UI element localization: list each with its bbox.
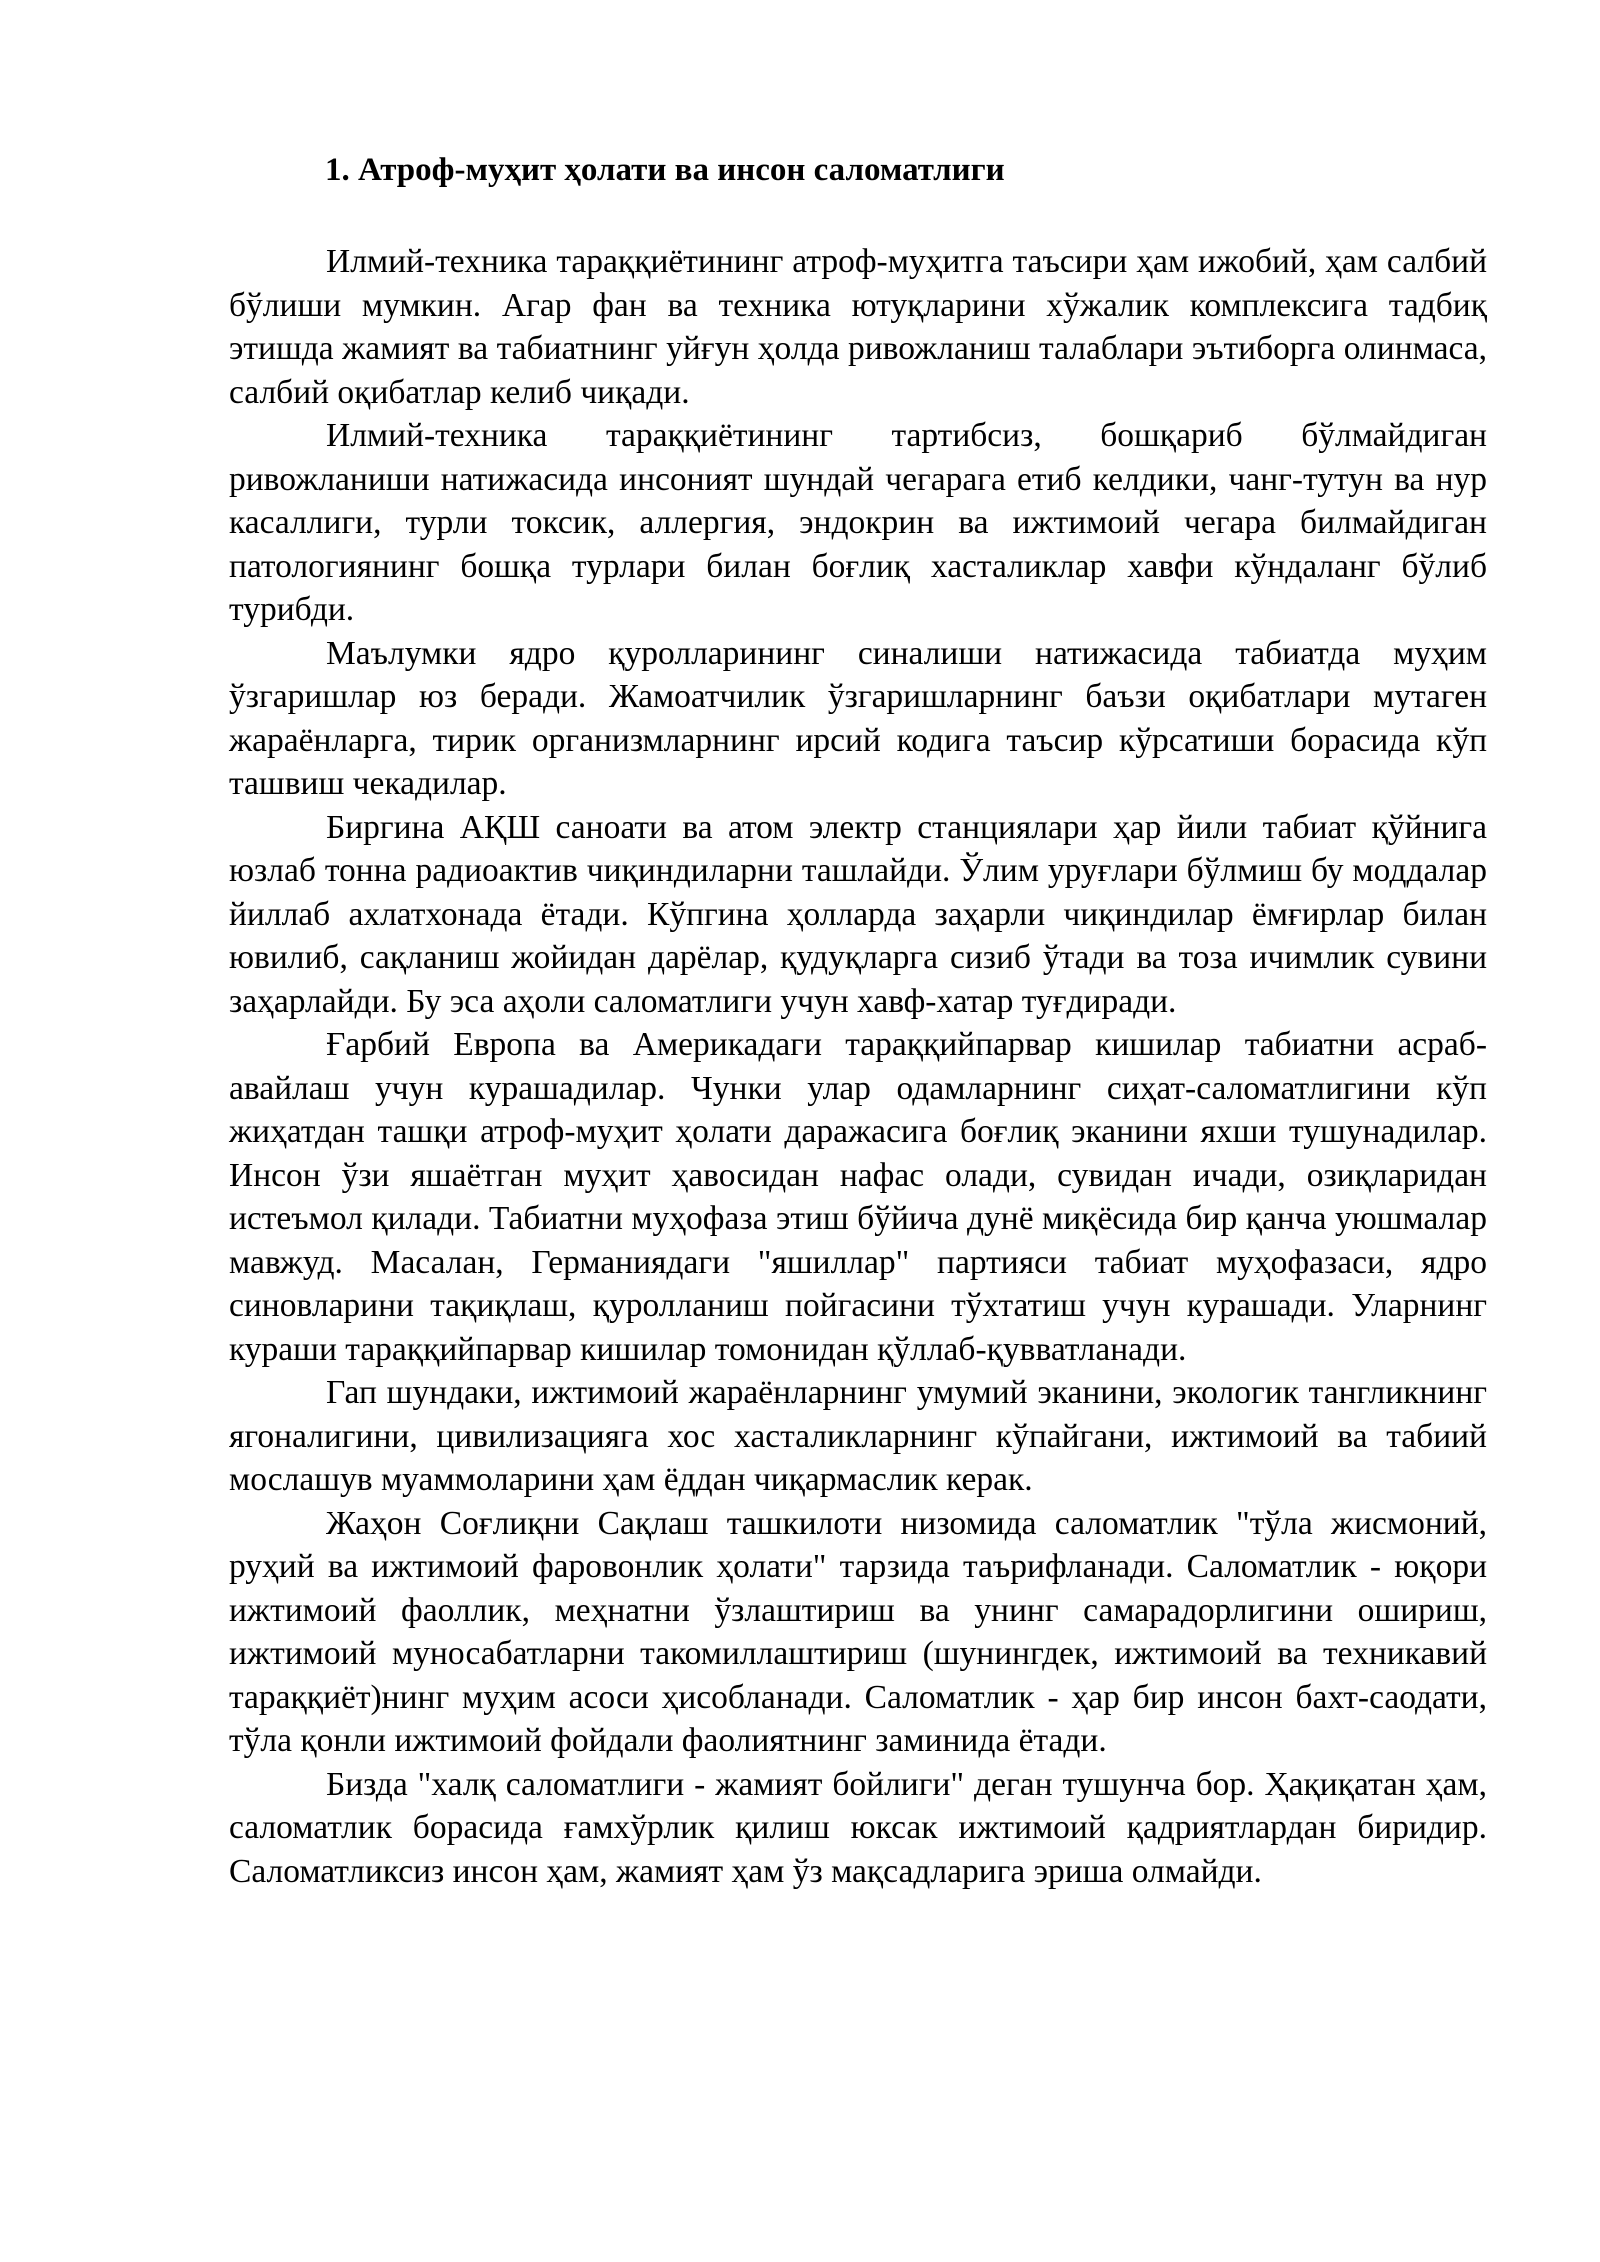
paragraph: Маълумки ядро қуролларининг синалиши натижасида табиатда муҳим ўзгаришлар юз беради. Жамоатчилик ўзгаришларнинг баъзи оқибатлари мутаген жараёнларга, тирик организмларнинг ирсий кодига таъсир кўрсатиши борасида кўп ташвиш чекадилар. xyxy=(229,634,1487,802)
paragraph: Гап шундаки, ижтимоий жараёнларнинг умумий эканини, экологик тангликнинг ягоналигини, цивилизацияга хос хасталикларнинг кўпайгани, ижтимоий ва табиий мослашув муаммоларини ҳам ёддан чиқармаслик керак. xyxy=(229,1374,1487,1498)
paragraph: Илмий-техника тараққиётининг тартибсиз, бошқариб бўлмайдиган ривожланиши натижасида инсоният шундай чегарага етиб келдики, чанг-тутун ва нур касаллиги, турли токсик, аллергия, эндокрин ва ижтимоий чегара билмайдиган патологиянинг бошқа турлари билан боғлиқ хасталиклар хавфи кўндаланг бўлиб турибди. xyxy=(229,417,1487,628)
paragraph: Бизда "халқ саломатлиги - жамият бойлиги" деган тушунча бор. Ҳақиқатан ҳам, саломатлик борасида ғамхўрлик қилиш юксак ижтимоий қадриятлардан биридир. Саломатликсиз инсон ҳам, жамият ҳам ўз мақсадларига эриша олмайди. xyxy=(229,1765,1487,1890)
section-heading: 1. Атроф-муҳит ҳолати ва инсон саломатлиги xyxy=(325,152,1005,188)
paragraph: Илмий-техника тараққиётининг атроф-муҳитга таъсири ҳам ижобий, ҳам салбий бўлиши мумкин. Агар фан ва техника ютуқларини хўжалик комплексига тадбиқ этишда жамият ва табиатнинг уйғун ҳолда ривожланиш талаблари эътиборга олинмаса, салбий оқибатлар келиб чиқади. xyxy=(229,243,1487,411)
paragraph: Ғарбий Европа ва Америкадаги тараққийпарвар кишилар табиатни асраб-авайлаш учун курашадилар. Чунки улар одамларнинг сиҳат-саломатлигини кўп жиҳатдан ташқи атроф-муҳит ҳолати даражасига боғлиқ эканини яхши тушунадилар. Инсон ўзи яшаётган муҳит ҳавосидан нафас олади, сувидан ичади, озиқларидан истеъмол қилади. Табиатни муҳофаза этиш бўйича дунё миқёсида бир қанча уюшмалар мавжуд. Масалан, Германиядаги "яшиллар" партияси табиат муҳофазаси, ядро синовларини тақиқлаш, қуролланиш пойгасини тўхтатиш учун курашади. Уларнинг кураши тараққийпарвар кишилар томонидан қўллаб-қувватланади. xyxy=(229,1026,1487,1368)
paragraph: Жаҳон Соғлиқни Сақлаш ташкилоти низомида саломатлик "тўла жисмоний, руҳий ва ижтимоий фаровонлик ҳолати" тарзида таърифланади. Саломатлик - юқори ижтимоий фаоллик, меҳнатни ўзлаштириш ва унинг самарадорлигини ошириш, ижтимоий муносабатларни такомиллаштириш (шунингдек, ижтимоий ва техникавий тараққиёт)нинг муҳим асоси ҳисобланади. Саломатлик - ҳар бир инсон бахт-саодати, тўла қонли ижтимоий фойдали фаолиятнинг заминида ётади. xyxy=(229,1504,1487,1759)
paragraph: Биргина АҚШ саноати ва атом электр станциялари ҳар йили табиат қўйнига юзлаб тонна радиоактив чиқиндиларни ташлайди. Ўлим уруғлари бўлмиш бу моддалар йиллаб ахлатхонада ётади. Кўпгина ҳолларда заҳарли чиқиндилар ёмғирлар билан ювилиб, сақланиш жойидан дарёлар, қудуқларга сизиб ўтади ва тоза ичимлик сувини заҳарлайди. Бу эса аҳоли саломатлиги учун хавф-хатар туғдиради. xyxy=(229,808,1487,1020)
body-text xyxy=(229,240,1487,1893)
